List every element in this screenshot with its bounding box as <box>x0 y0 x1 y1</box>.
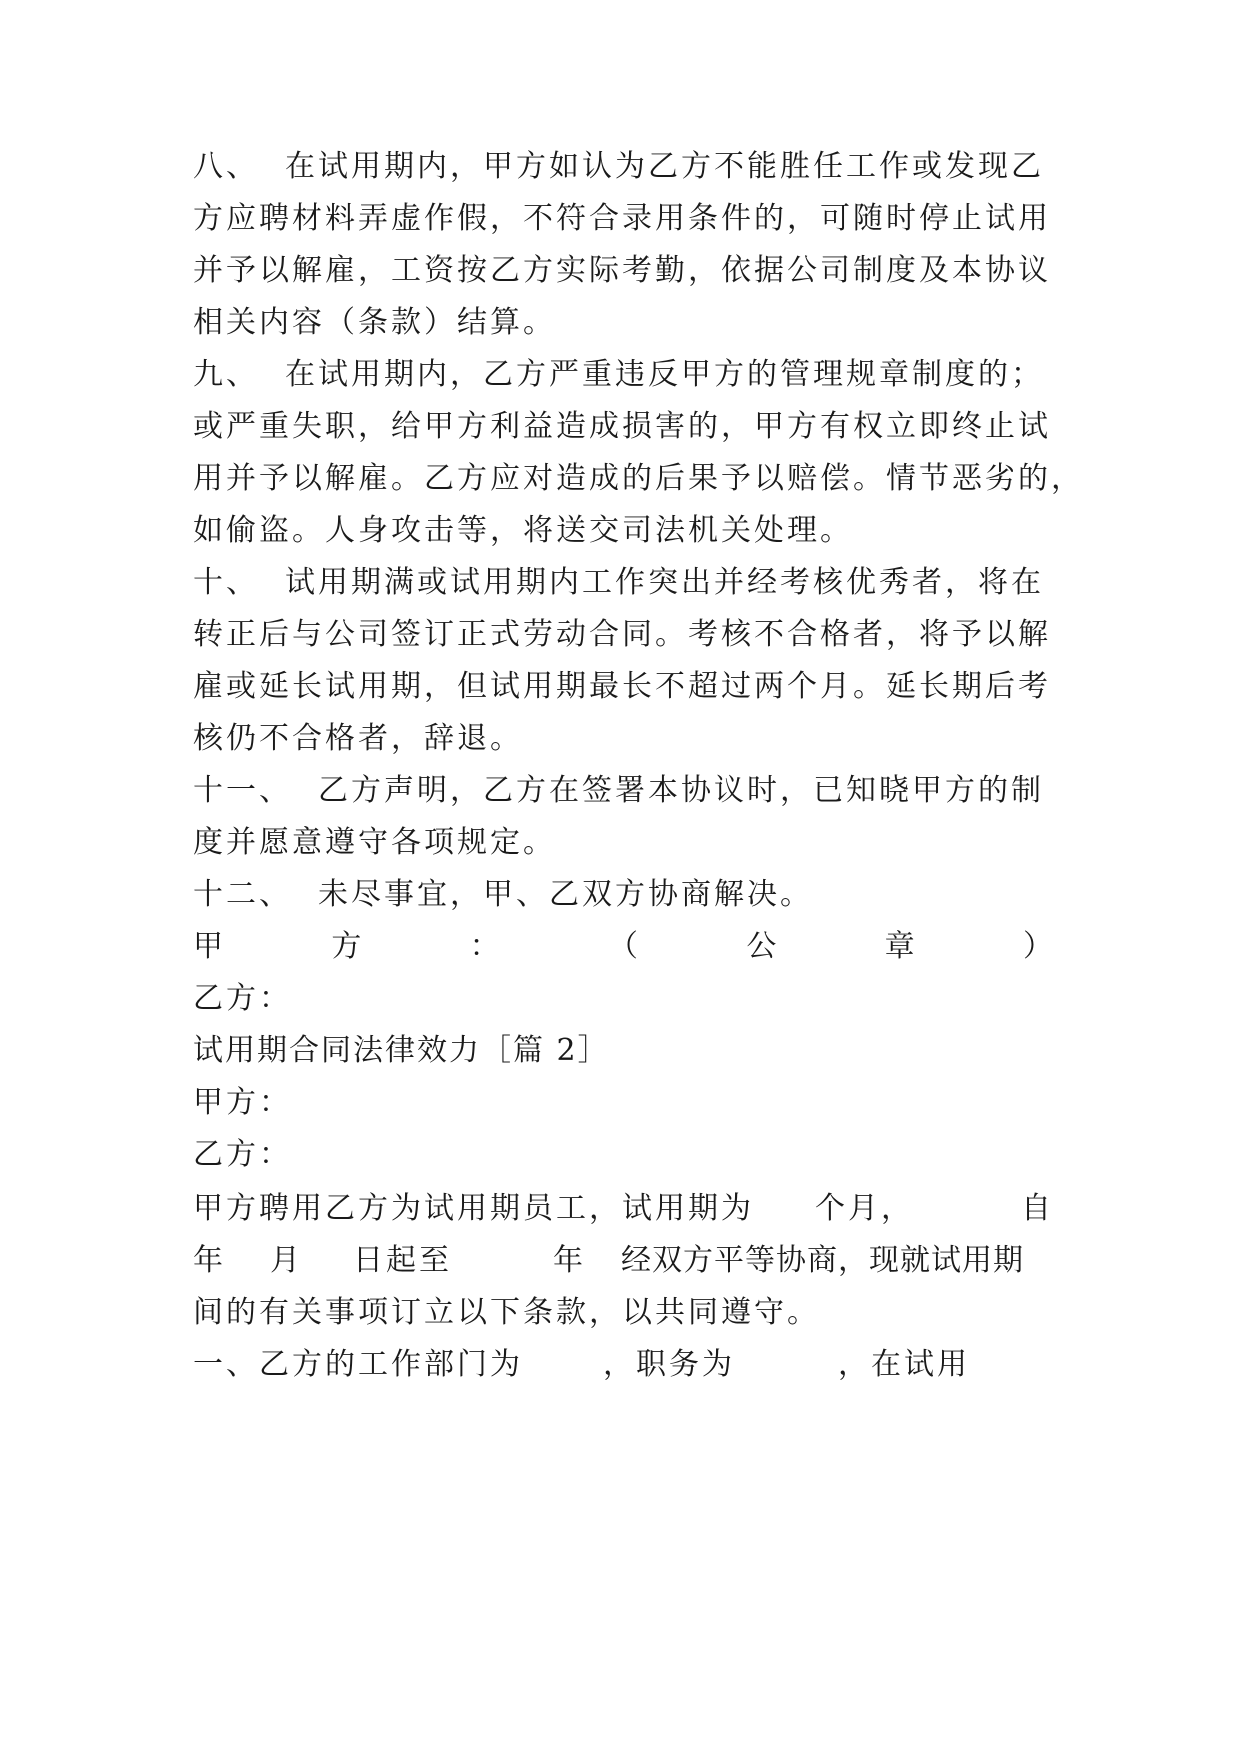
clause-11-number: 十一、 <box>193 773 292 808</box>
clause-9-line-1: 九、 在试用期内，乙方严重违反甲方的管理规章制度的； <box>193 357 1044 392</box>
clause-9-line-3: 用并予以解雇。乙方应对造成的后果予以赔偿。情节恶劣的， <box>193 461 1084 496</box>
intro-line-2: 年 月 日起至 年 经双方平等协商，现就试用期 <box>193 1243 1024 1278</box>
party-a-label: 甲方： <box>193 1085 292 1120</box>
clause-8-line-4: 相关内容（条款）结算。 <box>193 305 556 340</box>
clause-10-line-4: 核仍不合格者，辞退。 <box>193 721 523 756</box>
clause-8-line-3: 并予以解雇，工资按乙方实际考勤，依据公司制度及本协议 <box>193 253 1051 288</box>
party-b-label-2: 乙方： <box>193 1137 292 1172</box>
clause-10-line-3: 雇或延长试用期，但试用期最长不超过两个月。延长期后考 <box>193 669 1051 704</box>
clause-8-line-2: 方应聘材料弄虚作假，不符合录用条件的，可随时停止试用 <box>193 201 1051 236</box>
clause-10-number: 十、 <box>193 565 259 600</box>
clause-8-number: 八、 <box>193 149 259 184</box>
part2-clause-1-line-1: 一、乙方的工作部门为 ，职务为 ，在试用 <box>193 1347 970 1382</box>
clause-11-line-1: 十一、 乙方声明，乙方在签署本协议时，已知晓甲方的制 <box>193 773 1044 808</box>
clause-12-number: 十二、 <box>193 877 292 912</box>
clause-12-line-1: 十二、 未尽事宜，甲、乙双方协商解决。 <box>193 877 813 912</box>
clause-10-line-2: 转正后与公司签订正式劳动合同。考核不合格者，将予以解 <box>193 617 1051 652</box>
clause-8-line-1: 八、 在试用期内，甲方如认为乙方不能胜任工作或发现乙 <box>193 149 1044 184</box>
clause-9-line-4: 如偷盗。人身攻击等，将送交司法机关处理。 <box>193 513 853 548</box>
clause-9-line-2: 或严重失职，给甲方利益造成损害的，甲方有权立即终止试 <box>193 409 1051 444</box>
intro-line-1: 甲方聘用乙方为试用期员工，试用期为 个月， 自 <box>193 1191 1051 1226</box>
party-b-label: 乙方： <box>193 981 292 1016</box>
party-a-seal-line: 甲 方 ： （ 公 章 ） <box>193 929 1053 964</box>
clause-11-line-2: 度并愿意遵守各项规定。 <box>193 825 556 860</box>
intro-line-3: 间的有关事项订立以下条款，以共同遵守。 <box>193 1295 820 1330</box>
section-title: 试用期合同法律效力［篇 2］ <box>193 1033 610 1068</box>
clause-9-number: 九、 <box>193 357 259 392</box>
clause-10-line-1: 十、 试用期满或试用期内工作突出并经考核优秀者，将在 <box>193 565 1044 600</box>
